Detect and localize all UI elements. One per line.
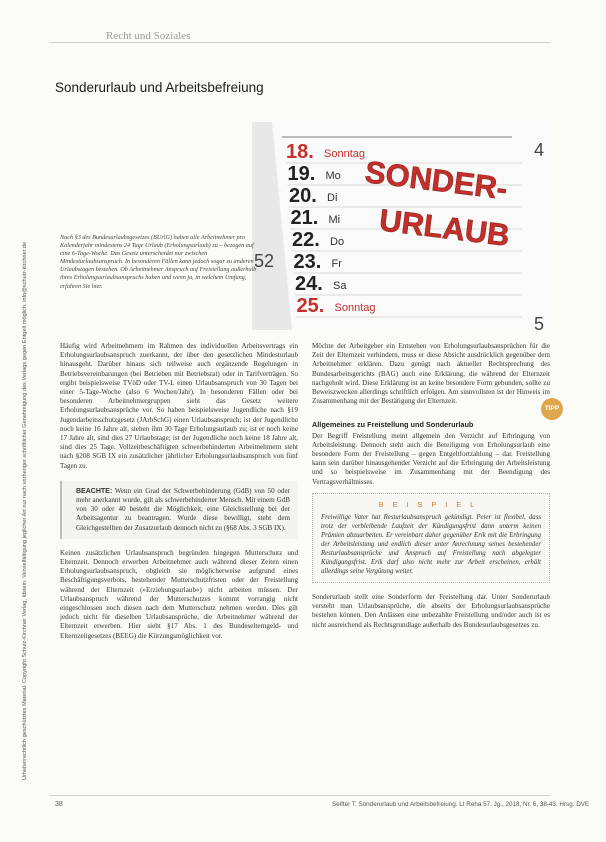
left-column — [60, 342, 298, 641]
calendar-day-name: Fr — [331, 258, 342, 270]
calendar-day-name: Sonntag — [324, 148, 365, 160]
calendar-day-name: Mi — [328, 214, 341, 226]
left-paragraph-2: Keinen zusätzlichen Urlaubsanspruch begründen hingegen Mutterschutz und Elternzeit. Dennoch erwerben Arbeitnehmer auch während dieser Zeiten einen Erholungsurlaubsanspruch, obgleich sie möglicherweise aufgrund eines Beschäftigungsverbots, bestehender Mutterschutzfristen oder der Freistellung während der Elternzeit (»Erziehungsurlaub«) nicht arbeiten müssen. Der Urlaubsanspruch während der Mutterschutzes kommt vorrangig nicht eingeschlossen noch diesen nach dem Mutterschutz nehmen werden. Dies gilt jedoch nicht für dieselben Urlaubsansprüche, die Arbeitnehmer während der Elternzeit erwerben. Hier sieht §17 Abs. 1 des Bundeselterngeld- und Elternzeitgesetzes (BEEG) die Kürzungsmöglichkeit vor. — [60, 548, 298, 640]
beachte-text: Wenn ein Grad der Schwerbehinderung (GdB) von 50 oder mehr anerkannt wurde, gilt als schwerbehinderter Mensch. Mit einem GdB von 30 oder 40 besteht die Möglichkeit, eine Gleichstellung bei der Arbeitsagentur zu beantragen. Wurde diese bewilligt, steht dem Gleichgestellten der Zusatzurlaub dennoch nicht zu (§68 Abs. 3 SGB IX). — [76, 486, 290, 532]
spacer — [312, 406, 550, 420]
calendar-week-number: 52 — [254, 251, 275, 271]
calendar-day-name: Sa — [333, 280, 347, 292]
left-paragraph-1: Häufig wird Arbeitnehmern im Rahmen des individuellen Arbeitsvertrags ein Erholungsurlaubsanspruch zuerkannt, der über den gesetzlichen Mindesturlaub hinausgeht. Darüber hinaus sich teilweise auch ergänzende Regelungen in Betriebsvereinbarungen (bei Betrieben mit Betriebsrat) oder in Tarifverträgen. So ergibt beispielsweise TVöD oder TV-L einen Urlaubsanspruch von 30 Tagen bei einer 5-Tage-Woche (also 6 Wochen/Jahr). In besonderen Fällen oder bei besonderen Arbeitnehmergruppen sieht das Gesetz weitere Erholungsurlaubsansprüche vor. So haben beispielsweise Jugendliche nach §19 Jugendarbeitsschutzgesetz (JArbSchG) einen Urlaubsanspruch; ist der Jugendliche noch keine 16 Jahre alt, stehen ihm 30 Tage Erholungsurlaub zu; ist er noch keine 17 Jahre alt, sind dies 27 Urlaubstage; ist der Jugendliche noch keine 18 Jahre alt, sind dies 25 Tage. Vollzeitbeschäftigten schwerbehinderten Arbeitnehmern steht nach §208 SGB IX ein zusätzlicher jährlicher Erholungsurlaubsanspruch von fünf Tagen zu. — [60, 342, 298, 470]
calendar-day-number: 24. — [295, 273, 323, 295]
calendar-day-number: 18. — [286, 141, 314, 163]
beispiel-box — [312, 493, 550, 583]
right-paragraph-1: Möchte der Arbeitgeber ein Entstehen von Erholungsurlaubsansprüchen für die Zeit der Elternzeit verhindern, muss er diese Absicht ausdrücklich gegenüber dem Arbeitnehmer erklären. Dazu genügt nach aktueller Rechtsprechung des Bundesarbeitsgerichts (BAG) auch eine Erklärung, die während der Elternzeit nachgeholt wird. Diese Erklärung ist an keine besondere Form gebunden, sollte zu Beweiszwecken allerdings schriftlich erfolgen. Am sinnvollsten ist der Hinweis im Zusammenhang mit der Bestätigung der Elternzeit. — [312, 342, 550, 406]
subheading-freistellung: Allgemeines zu Freistellung und Sonderurlaub — [312, 420, 474, 430]
section-label-text: Recht und Soziales — [70, 30, 196, 42]
calendar-day-name: Sonntag — [334, 302, 376, 314]
calendar-day-number: 19. — [287, 163, 316, 185]
beispiel-heading: BEISPIEL — [378, 499, 484, 509]
calendar-day-number: 22. — [292, 229, 320, 251]
calendar-right-number-top: 4 — [534, 140, 545, 160]
page-number: 38 — [55, 801, 63, 808]
calendar-photo — [252, 122, 552, 330]
footer-citation: Seifter T. Sonderurlaub und Arbeitsbefreiung. Lt Reha 57. Jg., 2018, Nr. 6, 38-43. Hrsg. DVE — [332, 801, 590, 808]
stamp-line-2: URLAUB — [377, 202, 512, 253]
photo-caption: Nach §3 des Bundesurlaubsgesetzes (BUrlG) haben alle Arbeitnehmer pro Kalenderjahr mindestens 24 Tage Urlaub (Erholungsurlaub) zu – bezogen auf eine 6-Tage-Woche. Das Gesetz unterscheidet nur zwischen Mindesturlaubsanspruch. In besonderen Fällen kann jedoch sogar zu anderen Urlaubstagen bestehen. Ob Arbeitnehmer Anspruch auf Freistellung außerhalb ihres Erholungsurlaubsanspruchs haben und wenn ja, in welchem Umfang, erfahren Sie hier. — [60, 234, 257, 290]
calendar-day-number: 23. — [293, 251, 322, 273]
article-title: Sonderurlaub und Arbeitsbefreiung — [55, 80, 264, 95]
right-paragraph-3: Sonderurlaub stellt eine Sonderform der Freistellung dar. Unter Sonderurlaub versteht man Urlaubsansprüche, die abseits der Erholungsurlaubsansprüche bestehen können. Den Anlässen eine unbezahlte Freistellung und/oder auch ist es nicht ausreichend als Rechtsgrundlage außerhalb des Bundesurlaubsgesetzes zu. — [312, 593, 550, 629]
calendar-day-number: 20. — [289, 185, 317, 207]
beachte-label: BEACHTE: — [76, 487, 113, 495]
calendar-day-number: 21. — [290, 207, 319, 229]
copyright-side-note: Urheberrechtlich geschütztes Material. Copyright Schulz-Kirchner Verlag, Idstein. Vervielfältigung jeglicher Art nur nach vorheriger schriftlicher Genehmigung des Verlags gegen Entgelt möglich. info@schulz-kirchner.de — [22, 242, 28, 780]
calendar-day-name: Do — [330, 236, 345, 248]
calendar-illustration — [252, 122, 552, 330]
right-paragraph-2: Der Begriff Freistellung meint allgemein den Verzicht auf Erbringung von Arbeitsleistung. Dennoch steht auch die Beteiligung von Erholungsurlaub eine besondere Form der Freistellung – gegen Entgeltfortzahlung – dar. Freistellung kann sein darüber hinausgehender Verzicht auf die Erbringung der Arbeitsleistung und so beispielsweise im Zusammenhang mit der Beendigung des Vertragsverhältnisses. — [312, 431, 550, 486]
beachte-box — [60, 481, 298, 539]
calendar-right-number-bottom: 5 — [534, 314, 545, 330]
calendar-day-name: Mo — [325, 170, 341, 182]
beispiel-text: Freiwillige Vater hat Resturlaubsanspruch gekündigt. Peter ist flexibel, dass trotz der verbleibende Laufzeit der Kündigungsfrist dann unterm keinen Prämien abzuarbeiten. Er vereinbart daher gegenüber Erik mit die Erbringung der Arbeitsleistung und endlich dieser unter Anrechnung seines bestehender Resturlaubsansprüche und Anspruch auf Freistellung nach abgelegter Kündigungsfrist. Erik darf also nicht mehr zur Arbeit erscheinen, erhält allerdings seine Vergütung weiter. — [321, 514, 541, 576]
tipp-badge: TIPP — [541, 398, 563, 420]
stamp-line-1: SONDER- — [363, 154, 510, 207]
calendar-binding — [282, 136, 512, 138]
section-label — [70, 30, 530, 42]
calendar-day-name: Di — [327, 192, 338, 204]
header-rule — [50, 42, 550, 43]
footer-rule — [50, 795, 550, 796]
right-column — [312, 342, 550, 630]
calendar-day-number: 25. — [296, 295, 325, 317]
